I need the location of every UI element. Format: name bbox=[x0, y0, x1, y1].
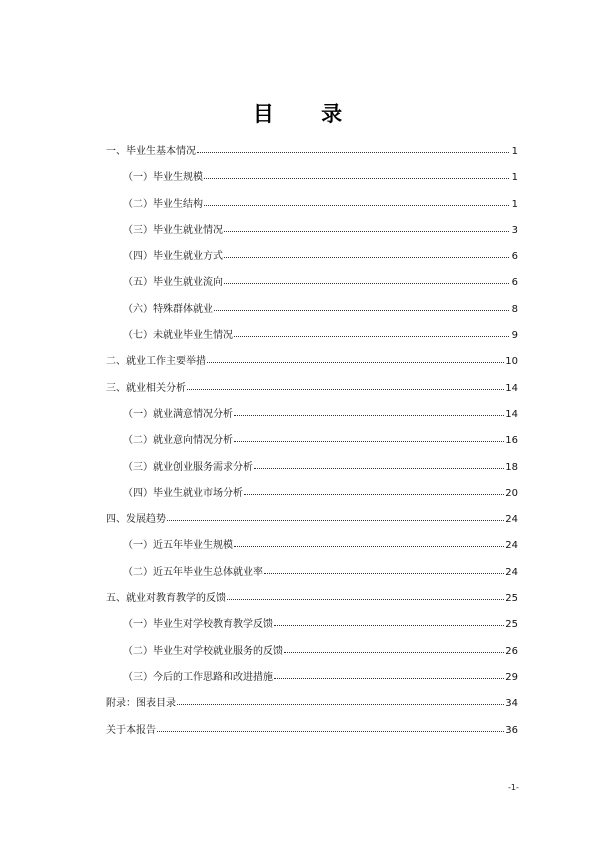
toc-entry-page: 1 bbox=[511, 198, 518, 210]
toc-entry[interactable] bbox=[106, 590, 518, 616]
toc-leader-dots bbox=[207, 361, 504, 363]
toc-entry-label: （二）就业意向情况分析 bbox=[123, 435, 233, 447]
toc-entry-page: 18 bbox=[505, 461, 518, 473]
toc-entry[interactable] bbox=[106, 511, 518, 537]
toc-leader-dots bbox=[227, 598, 504, 600]
toc-entry[interactable] bbox=[106, 169, 518, 195]
toc-entry-label: （二）毕业生对学校就业服务的反馈 bbox=[123, 645, 283, 657]
toc-entry-label: （三）毕业生就业情况 bbox=[123, 224, 223, 236]
toc-entry[interactable] bbox=[106, 669, 518, 695]
toc-leader-dots bbox=[244, 493, 504, 495]
toc-leader-dots bbox=[274, 677, 504, 679]
toc-entry-label: （三）今后的工作思路和改进措施 bbox=[123, 671, 273, 683]
toc-entry-page: 24 bbox=[505, 514, 518, 526]
toc-entry-label: 三、就业相关分析 bbox=[106, 382, 186, 394]
toc-entry[interactable] bbox=[106, 406, 518, 432]
toc-entry[interactable] bbox=[106, 274, 518, 300]
toc-entry[interactable] bbox=[106, 380, 518, 406]
toc-entry-label: （一）就业满意情况分析 bbox=[123, 408, 233, 420]
toc-entry-label: （二）近五年毕业生总体就业率 bbox=[123, 566, 263, 578]
toc-entry-page: 1 bbox=[511, 172, 518, 184]
toc-leader-dots bbox=[187, 388, 504, 390]
toc-entry-page: 1 bbox=[511, 146, 518, 157]
toc-entry-label: （一）毕业生规模 bbox=[123, 172, 203, 184]
toc-entry[interactable] bbox=[106, 485, 518, 511]
toc-entry[interactable] bbox=[106, 564, 518, 590]
toc-leader-dots bbox=[224, 230, 509, 232]
toc-leader-dots bbox=[204, 204, 509, 206]
toc-entry-page: 20 bbox=[505, 487, 518, 499]
toc-entry-page: 16 bbox=[505, 435, 518, 447]
toc-entry-label: （七）未就业毕业生情况 bbox=[123, 330, 233, 342]
toc-entry[interactable] bbox=[106, 222, 518, 248]
toc-entry[interactable] bbox=[106, 643, 518, 669]
toc-leader-dots bbox=[177, 703, 504, 705]
toc-entry[interactable] bbox=[106, 537, 518, 563]
toc-entry-page: 3 bbox=[511, 224, 518, 236]
toc-entry-page: 25 bbox=[505, 619, 518, 631]
toc-entry-label: 附录：图表目录 bbox=[106, 698, 176, 710]
toc-entry[interactable] bbox=[106, 459, 518, 485]
toc-entry-page: 6 bbox=[511, 251, 518, 263]
toc-entry-label: （四）毕业生就业方式 bbox=[123, 251, 223, 263]
table-of-contents bbox=[106, 143, 518, 748]
toc-entry[interactable] bbox=[106, 695, 518, 721]
toc-entry-page: 34 bbox=[505, 698, 518, 710]
toc-leader-dots bbox=[167, 519, 504, 521]
toc-entry-label: （三）就业创业服务需求分析 bbox=[123, 461, 253, 473]
toc-entry-page: 10 bbox=[505, 356, 518, 368]
toc-entry-label: （四）毕业生就业市场分析 bbox=[123, 487, 243, 499]
toc-entry-label: 关于本报告 bbox=[106, 724, 156, 736]
toc-entry[interactable] bbox=[106, 327, 518, 353]
toc-entry-page: 26 bbox=[505, 645, 518, 657]
toc-leader-dots bbox=[264, 572, 504, 574]
toc-entry[interactable] bbox=[106, 616, 518, 642]
toc-entry[interactable] bbox=[106, 196, 518, 222]
toc-entry-page: 6 bbox=[511, 277, 518, 289]
toc-entry-page: 24 bbox=[505, 540, 518, 552]
toc-leader-dots bbox=[284, 651, 504, 653]
toc-entry-page: 8 bbox=[511, 303, 518, 315]
toc-entry-page: 9 bbox=[511, 330, 518, 342]
toc-entry-label: （五）毕业生就业流向 bbox=[123, 277, 223, 289]
toc-leader-dots bbox=[214, 309, 509, 311]
toc-entry-page: 25 bbox=[505, 593, 518, 605]
toc-entry[interactable] bbox=[106, 143, 518, 169]
toc-leader-dots bbox=[234, 545, 504, 547]
toc-leader-dots bbox=[197, 151, 509, 153]
page-title: 目 录 bbox=[252, 102, 363, 126]
toc-entry-label: （六）特殊群体就业 bbox=[123, 303, 213, 315]
toc-leader-dots bbox=[234, 440, 504, 442]
toc-entry-page: 36 bbox=[505, 724, 518, 736]
toc-entry[interactable] bbox=[106, 432, 518, 458]
toc-entry-page: 29 bbox=[505, 671, 518, 683]
toc-entry[interactable] bbox=[106, 301, 518, 327]
toc-entry-page: 14 bbox=[505, 408, 518, 420]
toc-entry[interactable] bbox=[106, 248, 518, 274]
toc-leader-dots bbox=[234, 335, 509, 337]
toc-entry-label: 五、就业对教育教学的反馈 bbox=[106, 593, 226, 605]
toc-leader-dots bbox=[204, 177, 509, 179]
toc-entry-label: （二）毕业生结构 bbox=[123, 198, 203, 210]
toc-entry-page: 14 bbox=[505, 382, 518, 394]
toc-leader-dots bbox=[254, 467, 504, 469]
toc-entry-label: （一）毕业生对学校教育教学反馈 bbox=[123, 619, 273, 631]
toc-entry-label: 一、毕业生基本情况 bbox=[106, 146, 196, 157]
toc-leader-dots bbox=[224, 256, 509, 258]
toc-entry-label: （一）近五年毕业生规模 bbox=[123, 540, 233, 552]
toc-leader-dots bbox=[234, 414, 504, 416]
toc-entry-label: 二、就业工作主要举措 bbox=[106, 356, 206, 368]
toc-leader-dots bbox=[274, 624, 504, 626]
toc-entry[interactable] bbox=[106, 722, 518, 748]
toc-entry-label: 四、发展趋势 bbox=[106, 514, 166, 526]
toc-leader-dots bbox=[157, 730, 504, 732]
toc-leader-dots bbox=[224, 282, 509, 284]
page-number: -1- bbox=[508, 783, 519, 792]
toc-entry-page: 24 bbox=[505, 566, 518, 578]
toc-entry[interactable] bbox=[106, 353, 518, 379]
